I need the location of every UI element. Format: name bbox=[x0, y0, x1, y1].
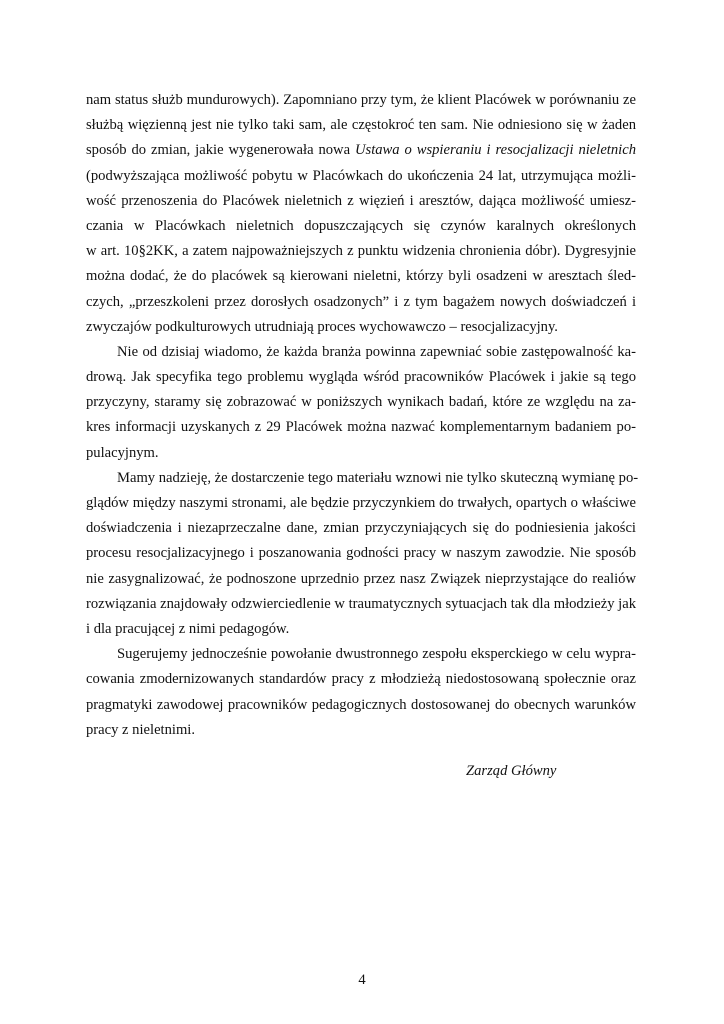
paragraph-line: glądów między naszymi stronami, ale będzie przyczynkiem do trwałych, opartych o właściwe bbox=[86, 495, 636, 511]
paragraph-line: czych, „przeszkoleni przez dorosłych osadzonych” i z tym bagażem nowych doświadczeń i bbox=[86, 293, 636, 310]
signature: Zarząd Główny bbox=[466, 763, 557, 779]
paragraph-line: służbą więzienną jest nie tylko taki sam, ale częstokroć ten sam. Nie odniesiono się w żaden bbox=[86, 117, 636, 134]
body-text bbox=[86, 88, 639, 743]
paragraph-line: pulacyjnym. bbox=[86, 444, 159, 461]
paragraph-line: czania w Placówkach nieletnich dopuszczających się czynów karalnych określonych bbox=[86, 217, 636, 234]
paragraph-4 bbox=[86, 642, 636, 743]
paragraph-line: cowania zmodernizowanych standardów pracy z młodzieżą niedostosowaną społecznie oraz bbox=[86, 671, 636, 688]
paragraph-line bbox=[86, 138, 636, 163]
paragraph-1 bbox=[86, 88, 636, 340]
paragraph-line: Sugerujemy jednocześnie powołanie dwustronnego zespołu eksperckiego w celu wypra- bbox=[117, 646, 636, 663]
paragraph-line: nie zasygnalizować, że podnoszone uprzednio przez nasz Związek nieprzystające do realiów bbox=[86, 570, 636, 587]
paragraph-line: rozwiązania znajdowały odzwierciedlenie w traumatycznych sytuacjach tak dla młodzieży jak bbox=[86, 595, 636, 612]
paragraph-2 bbox=[86, 340, 636, 466]
paragraph-line: doświadczenia i niezaprzeczalne dane, zmian przyczyniających się do podniesienia jakości bbox=[86, 520, 636, 537]
paragraph-line: zwyczajów podkulturowych utrudniają proces wychowawczo – resocjalizacyjny. bbox=[86, 318, 558, 335]
paragraph-line: pracy z nieletnimi. bbox=[86, 721, 196, 738]
act-title: Ustawa o wspieraniu i resocjalizacji nieletnich bbox=[354, 142, 636, 159]
paragraph-line: kres informacji uzyskanych z 29 Placówek można nazwać komplementarnym badaniem po- bbox=[86, 419, 636, 436]
paragraph-line: pragmatyki zawodowej pracowników pedagogicznych dostosowanej do obecnych warunków bbox=[86, 696, 636, 713]
paragraph-line: wość przenoszenia do Placówek nieletnich z więzień i aresztów, dająca możliwość umiesz- bbox=[86, 192, 636, 209]
paragraph-line: Mamy nadzieję, że dostarczenie tego materiału wznowi nie tylko skuteczną wymianę po- bbox=[117, 469, 639, 486]
paragraph-line: można dodać, że do placówek są kierowani nieletni, którzy byli osadzeni w aresztach śled- bbox=[86, 268, 636, 285]
paragraph-line: nam status służb mundurowych). Zapomniano przy tym, że klient Placówek w porównaniu ze bbox=[86, 92, 636, 108]
paragraph-line: przyczyny, staramy się zobrazować w poniższych wynikach badań, które ze względu na za- bbox=[86, 394, 636, 411]
page-number: 4 bbox=[358, 972, 366, 988]
paragraph-line: i dla pracującej z nimi pedagogów. bbox=[86, 620, 290, 637]
paragraph-line: w art. 10§2KK, a zatem najpoważniejszych z punktu widzenia chronienia dóbr). Dygresyjnie bbox=[86, 243, 636, 260]
line-text: sposób do zmian, jakie wygenerowała nowa bbox=[86, 142, 355, 159]
paragraph-line: Nie od dzisiaj wiadomo, że każda branża powinna zapewniać sobie zastępowalność ka- bbox=[117, 343, 636, 360]
paragraph-line: drową. Jak specyfika tego problemu wygląda wśród pracowników Placówek i jakie są tego bbox=[86, 369, 636, 386]
paragraph-line: (podwyższająca możliwość pobytu w Placówkach do ukończenia 24 lat, utrzymująca możli- bbox=[86, 167, 636, 184]
paragraph-line: procesu resocjalizacyjnego i poszanowania godności pracy w naszym zawodzie. Nie sposób bbox=[86, 545, 636, 562]
paragraph-3 bbox=[86, 466, 639, 642]
